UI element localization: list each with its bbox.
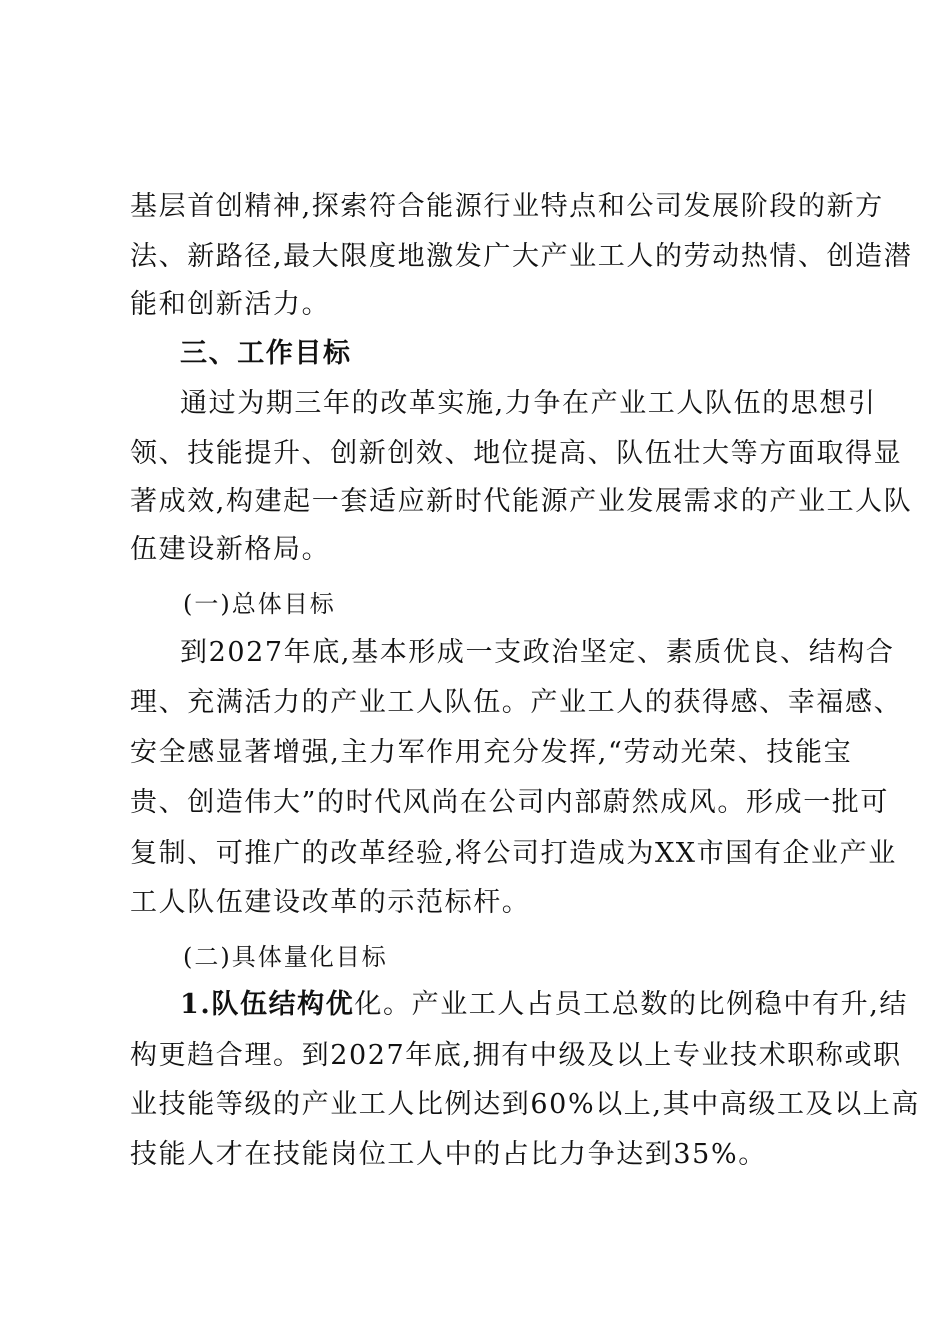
section-heading: 三、工作目标 [180, 338, 352, 369]
paragraph-line: 通过为期三年的改革实施,力争在产业工人队伍的思想引 [180, 388, 877, 419]
paragraph-line: 复制、可推广的改革经验,将公司打造成为XX市国有企业产业 [130, 838, 897, 869]
paragraph-line: 能和创新活力。 [130, 289, 331, 320]
paragraph-line: 业技能等级的产业工人比例达到60%以上,其中高级工及以上高 [130, 1089, 920, 1120]
paragraph-line: 安全感显著增强,主力军作用充分发挥,“劳动光荣、技能宝 [130, 737, 853, 768]
paragraph-line: 贵、创造伟大”的时代风尚在公司内部蔚然成风。形成一批可 [130, 787, 890, 818]
subsection-heading: (二)具体量化目标 [183, 943, 388, 971]
paragraph-line: 工人队伍建设改革的示范标杆。 [130, 887, 531, 918]
paragraph-line: 构更趋合理。到2027年底,拥有中级及以上专业技术职称或职 [130, 1040, 902, 1071]
paragraph-line: 理、充满活力的产业工人队伍。产业工人的获得感、幸福感、 [130, 687, 903, 718]
paragraph-line: 到2027年底,基本形成一支政治坚定、素质优良、结构合 [180, 637, 895, 668]
item-text: 化。产业工人占员工总数的比例稳中有升,结 [354, 989, 908, 1020]
paragraph-line: 著成效,构建起一套适应新时代能源产业发展需求的产业工人队 [130, 486, 913, 517]
paragraph-line: 领、技能提升、创新创效、地位提高、队伍壮大等方面取得显 [130, 438, 903, 469]
paragraph-line: 法、新路径,最大限度地激发广大产业工人的劳动热情、创造潜 [130, 241, 913, 272]
paragraph-line: 基层首创精神,探索符合能源行业特点和公司发展阶段的新方 [130, 191, 884, 222]
list-item-line [180, 985, 908, 1025]
paragraph-line: 伍建设新格局。 [130, 534, 331, 565]
paragraph-line: 技能人才在技能岗位工人中的占比力争达到35%。 [130, 1139, 767, 1170]
subsection-heading: (一)总体目标 [183, 590, 336, 618]
item-lead: 1.队伍结构优 [180, 989, 355, 1020]
